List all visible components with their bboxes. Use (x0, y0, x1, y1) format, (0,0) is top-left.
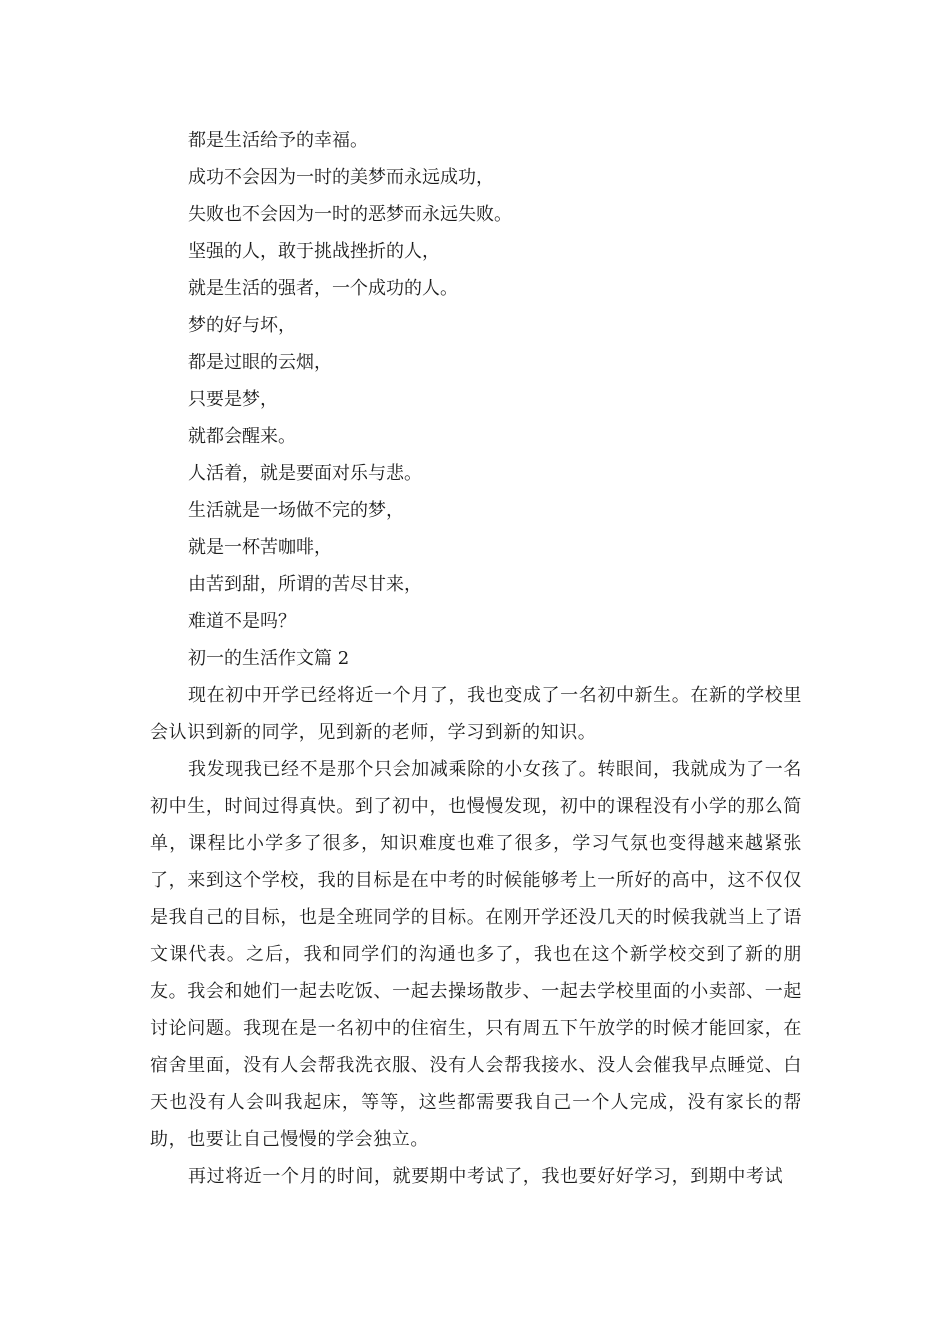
poem-line: 难道不是吗？ (188, 611, 296, 632)
poem-line: 就是一杯苦咖啡， (188, 537, 332, 558)
poem-line: 都是生活给予的幸福。 (188, 130, 368, 151)
poem-line: 都是过眼的云烟， (188, 352, 332, 373)
poem-block (188, 122, 808, 640)
poem-line: 就都会醒来。 (188, 426, 296, 447)
poem-line: 由苦到甜，所谓的苦尽甘来， (188, 574, 422, 595)
paragraph: 我发现我已经不是那个只会加减乘除的小女孩了。转眼间，我就成为了一名初中生，时间过得真快。到了初中，也慢慢发现，初中的课程没有小学的那么简单，课程比小学多了很多，知识难度也难了很多，学习气氛也变得越来越紧张了，来到这个学校，我的目标是在中考的时候能够考上一所好的高中，这不仅仅是我自己的目标，也是全班同学的目标。在刚开学还没几天的时候我就当上了语文课代表。之后，我和同学们的沟通也多了，我也在这个新学校交到了新的朋友。我会和她们一起去吃饭、一起去操场散步、一起去学校里面的小卖部、一起讨论问题。我现在是一名初中的住宿生，只有周五下午放学的时候才能回家，在宿舍里面，没有人会帮我洗衣服、没有人会帮我接水、没人会催我早点睡觉、白天也没有人会叫我起床，等等，这些都需要我自己一个人完成，没有家长的帮助，也要让自己慢慢的学会独立。 (150, 759, 802, 1150)
poem-line: 坚强的人，敢于挑战挫折的人， (188, 241, 440, 262)
section-title: 初一的生活作文篇 2 (188, 648, 350, 669)
poem-line: 人活着，就是要面对乐与悲。 (188, 463, 422, 484)
poem-line: 梦的好与坏， (188, 315, 296, 336)
essay-body (150, 677, 802, 1195)
poem-line: 就是生活的强者，一个成功的人。 (188, 278, 458, 299)
poem-line: 失败也不会因为一时的恶梦而永远失败。 (188, 204, 512, 225)
paragraph: 现在初中开学已经将近一个月了，我也变成了一名初中新生。在新的学校里会认识到新的同学，见到新的老师，学习到新的知识。 (150, 685, 802, 743)
poem-line: 只要是梦， (188, 389, 278, 410)
poem-line: 生活就是一场做不完的梦， (188, 500, 404, 521)
paragraph: 再过将近一个月的时间，就要期中考试了，我也要好好学习，到期中考试 (188, 1166, 784, 1187)
poem-line: 成功不会因为一时的美梦而永远成功， (188, 167, 494, 188)
